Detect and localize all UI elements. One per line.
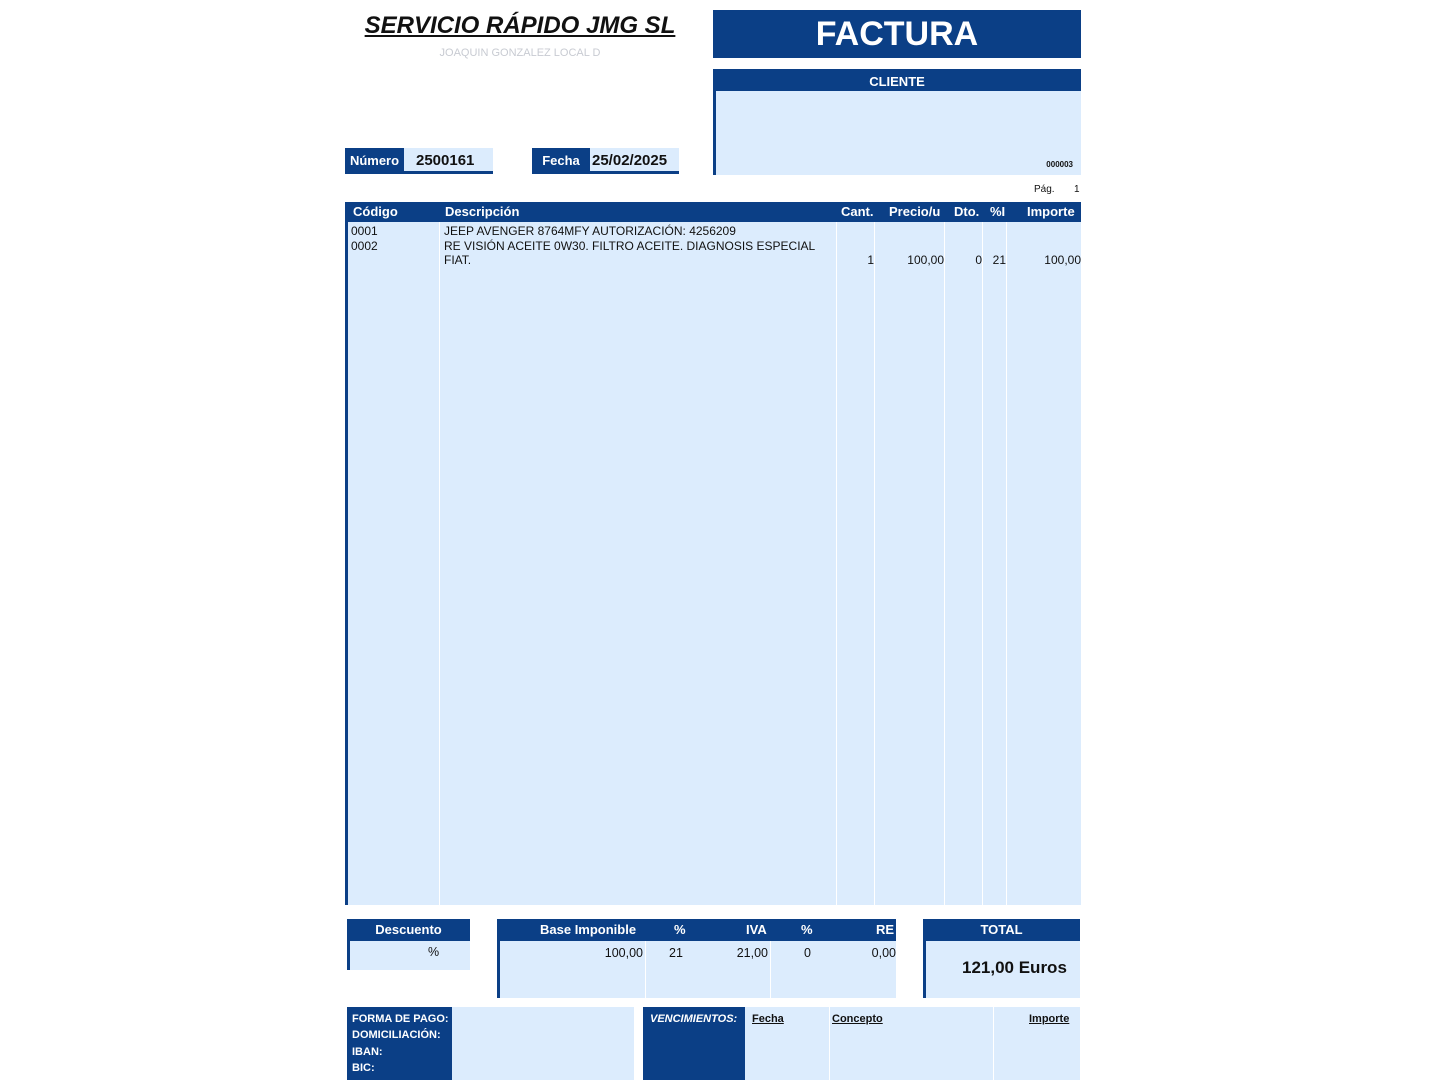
col-descuento: Dto. (954, 204, 980, 219)
table-row-description: JEEP AVENGER 8764MFY AUTORIZACIÓN: 4256209 (444, 224, 736, 238)
company-name: SERVICIO RÁPIDO JMG SL (364, 12, 676, 39)
col-codigo: Código (353, 204, 398, 219)
table-row-price: 100,00 (907, 253, 944, 267)
discount-pct: % (428, 945, 440, 959)
due-dates-label-box (643, 1007, 745, 1080)
due-dates-table (745, 1007, 1080, 1080)
page-number: 1 (1074, 184, 1080, 195)
vat-value: 21,00 (736, 946, 768, 960)
client-code: 000003 (1046, 160, 1073, 169)
table-row-vat-pct: 21 (992, 253, 1006, 267)
tax-summary-header (497, 919, 896, 941)
discount-box (347, 941, 470, 970)
discount-label: Descuento (347, 919, 470, 941)
tax-summary-body (497, 941, 896, 998)
table-row-discount: 0 (975, 253, 982, 267)
table-row-amount: 100,00 (1044, 253, 1081, 267)
base-value: 100,00 (604, 946, 643, 960)
table-row-code: 0002 (351, 238, 378, 253)
re-pct-label: % (801, 922, 813, 937)
table-row-quantity: 1 (867, 253, 874, 267)
vat-pct-value: 21 (669, 946, 683, 960)
direct-debit-label: DOMICILIACIÓN: (352, 1029, 441, 1041)
number-label: Número (345, 148, 404, 174)
total-label: TOTAL (923, 919, 1080, 941)
re-value: 0,00 (871, 946, 896, 960)
due-dates-label: VENCIMIENTOS: (650, 1013, 738, 1025)
col-cantidad: Cant. (841, 204, 874, 219)
client-header: CLIENTE (713, 69, 1081, 91)
table-row-description: FIAT. (444, 253, 472, 267)
col-precio: Precio/u (889, 204, 941, 219)
payment-labels (347, 1007, 452, 1080)
invoice-date: 25/02/2025 (590, 148, 679, 174)
col-importe: Importe (1027, 204, 1075, 219)
table-row-description: RE VISIÓN ACEITE 0W30. FILTRO ACEITE. DIAGNOSIS ESPECIAL (444, 238, 816, 253)
vat-pct-label: % (674, 922, 686, 937)
document-title: FACTURA (713, 10, 1081, 58)
base-label: Base Imponible (540, 922, 637, 937)
due-date-column: Fecha (752, 1013, 784, 1025)
date-label: Fecha (532, 148, 590, 174)
concept-column: Concepto (832, 1013, 883, 1025)
page-label: Pág. (1034, 184, 1055, 195)
company-subtitle: JOAQUIN GONZALEZ LOCAL D (439, 47, 601, 59)
col-descripcion: Descripción (445, 204, 520, 219)
table-row-code: 0001 (351, 224, 378, 238)
bic-label: BIC: (352, 1062, 375, 1074)
client-box (713, 91, 1081, 175)
payment-method-label: FORMA DE PAGO: (352, 1013, 449, 1025)
items-table-header (345, 202, 1081, 222)
re-label: RE (876, 922, 895, 937)
items-table-body (345, 222, 1081, 905)
re-pct-value: 0 (804, 946, 811, 960)
amount-column: Importe (1029, 1013, 1070, 1025)
total-box (923, 941, 1080, 998)
total-value: 121,00 Euros (962, 958, 1067, 977)
payment-values-box (452, 1007, 634, 1080)
iban-label: IBAN: (352, 1046, 383, 1058)
vat-label: IVA (746, 922, 767, 937)
col-iva-pct: %I (990, 204, 1006, 219)
invoice-number: 2500161 (404, 148, 493, 174)
